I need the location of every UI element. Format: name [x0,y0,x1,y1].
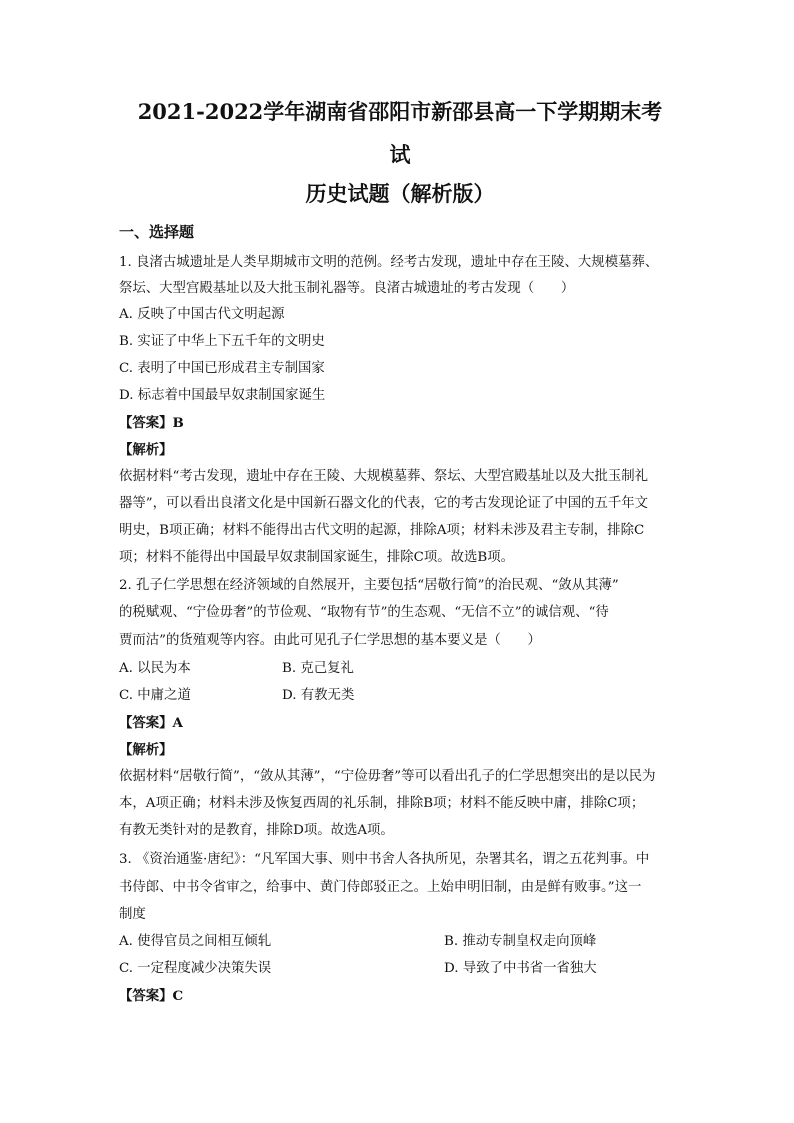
q3-option-c: C. 一定程度减少决策失误 [119,961,272,976]
q1-option-c: C. 表明了中国已形成君主专制国家 [119,361,325,376]
q1-analysis-line2: 器等”，可以看出良渚文化是中国新石器文化的代表，它的考古发现论证了中国的五千年文 [119,496,649,511]
doc-title-line1: 2021-2022学年湖南省邵阳市新邵县高一下学期期末考 [137,99,663,124]
q1-option-d: D. 标志着中国最早奴隶制国家诞生 [119,388,326,403]
q1-stem-line2: 祭坛、大型宫殿基址以及大批玉制礼器等。良渚古城遗址的考古发现（ ） [119,281,575,296]
section-heading: 一、选择题 [119,223,195,241]
q3-answer: 【答案】C [119,988,184,1004]
q2-analysis-line2: 本，A项正确；材料未涉及恢复西周的礼乐制，排除B项；材料不能反映中庸，排除C项； [119,796,645,811]
q1-answer: 【答案】B [119,415,184,431]
q2-option-b: B. 克己复礼 [282,661,354,676]
q1-stem-line1: 1. 良渚古城遗址是人类早期城市文明的范例。经考古发现，遗址中存在王陵、大规模墓葬、 [119,255,659,270]
q2-analysis-label: 【解析】 [119,742,173,758]
q2-stem-line1: 2. 孔子仁学思想在经济领域的自然展开，主要包括“居敬行简”的治民观、“敛从其薄” [119,578,619,593]
q1-analysis-line4: 项；材料不能得出中国最早奴隶制国家诞生，排除C项。故选B项。 [119,550,515,565]
q2-answer: 【答案】A [119,715,183,731]
q2-stem-line2: 的税赋观、“宁俭毋奢”的节俭观、“取物有节”的生态观、“无信不立”的诚信观、“待 [119,605,609,620]
q2-option-d: D. 有教无类 [282,688,355,703]
q2-option-a: A. 以民为本 [119,661,191,676]
q2-option-c: C. 中庸之道 [119,688,191,703]
doc-subtitle: 历史试题（解析版） [305,181,495,206]
doc-title-line2: 试 [389,142,411,167]
q3-stem-line2: 书侍郎、中书令省审之，给事中、黄门侍郎驳正之。上始申明旧制，由是鲜有败事。”这一 [119,880,642,895]
q3-stem-line1: 3. 《资治通鉴·唐纪》：“凡军国大事、则中书舍人各执所见，杂署其名，谓之五花判事。中 [119,852,650,867]
q1-analysis-label: 【解析】 [119,442,173,458]
q2-analysis-line1: 依据材料“居敬行简”，“敛从其薄”，“宁俭毋奢”等可以看出孔子的仁学思想突出的是以民为 [119,769,656,784]
q2-analysis-line3: 有教无类针对的是教育，排除D项。故选A项。 [119,823,394,838]
q3-option-d: D. 导致了中书省一省独大 [444,961,597,976]
q1-analysis-line1: 依据材料“考古发现，遗址中存在王陵、大规模墓葬、祭坛、大型宫殿基址以及大批玉制礼 [119,469,649,484]
q1-option-a: A. 反映了中国古代文明起源 [119,307,285,322]
q3-stem-line3: 制度 [119,907,146,922]
q1-option-b: B. 实证了中华上下五千年的文明史 [119,334,325,349]
q3-option-a: A. 使得官员之间相互倾轧 [119,934,272,949]
q3-option-b: B. 推动专制皇权走向顶峰 [444,934,597,949]
q2-stem-line3: 贾而沽”的货殖观等内容。由此可见孔子仁学思想的基本要义是（ ） [119,633,541,648]
q1-analysis-line3: 明史，B项正确；材料不能得出古代文明的起源，排除A项；材料未涉及君主专制，排除C [119,523,645,538]
